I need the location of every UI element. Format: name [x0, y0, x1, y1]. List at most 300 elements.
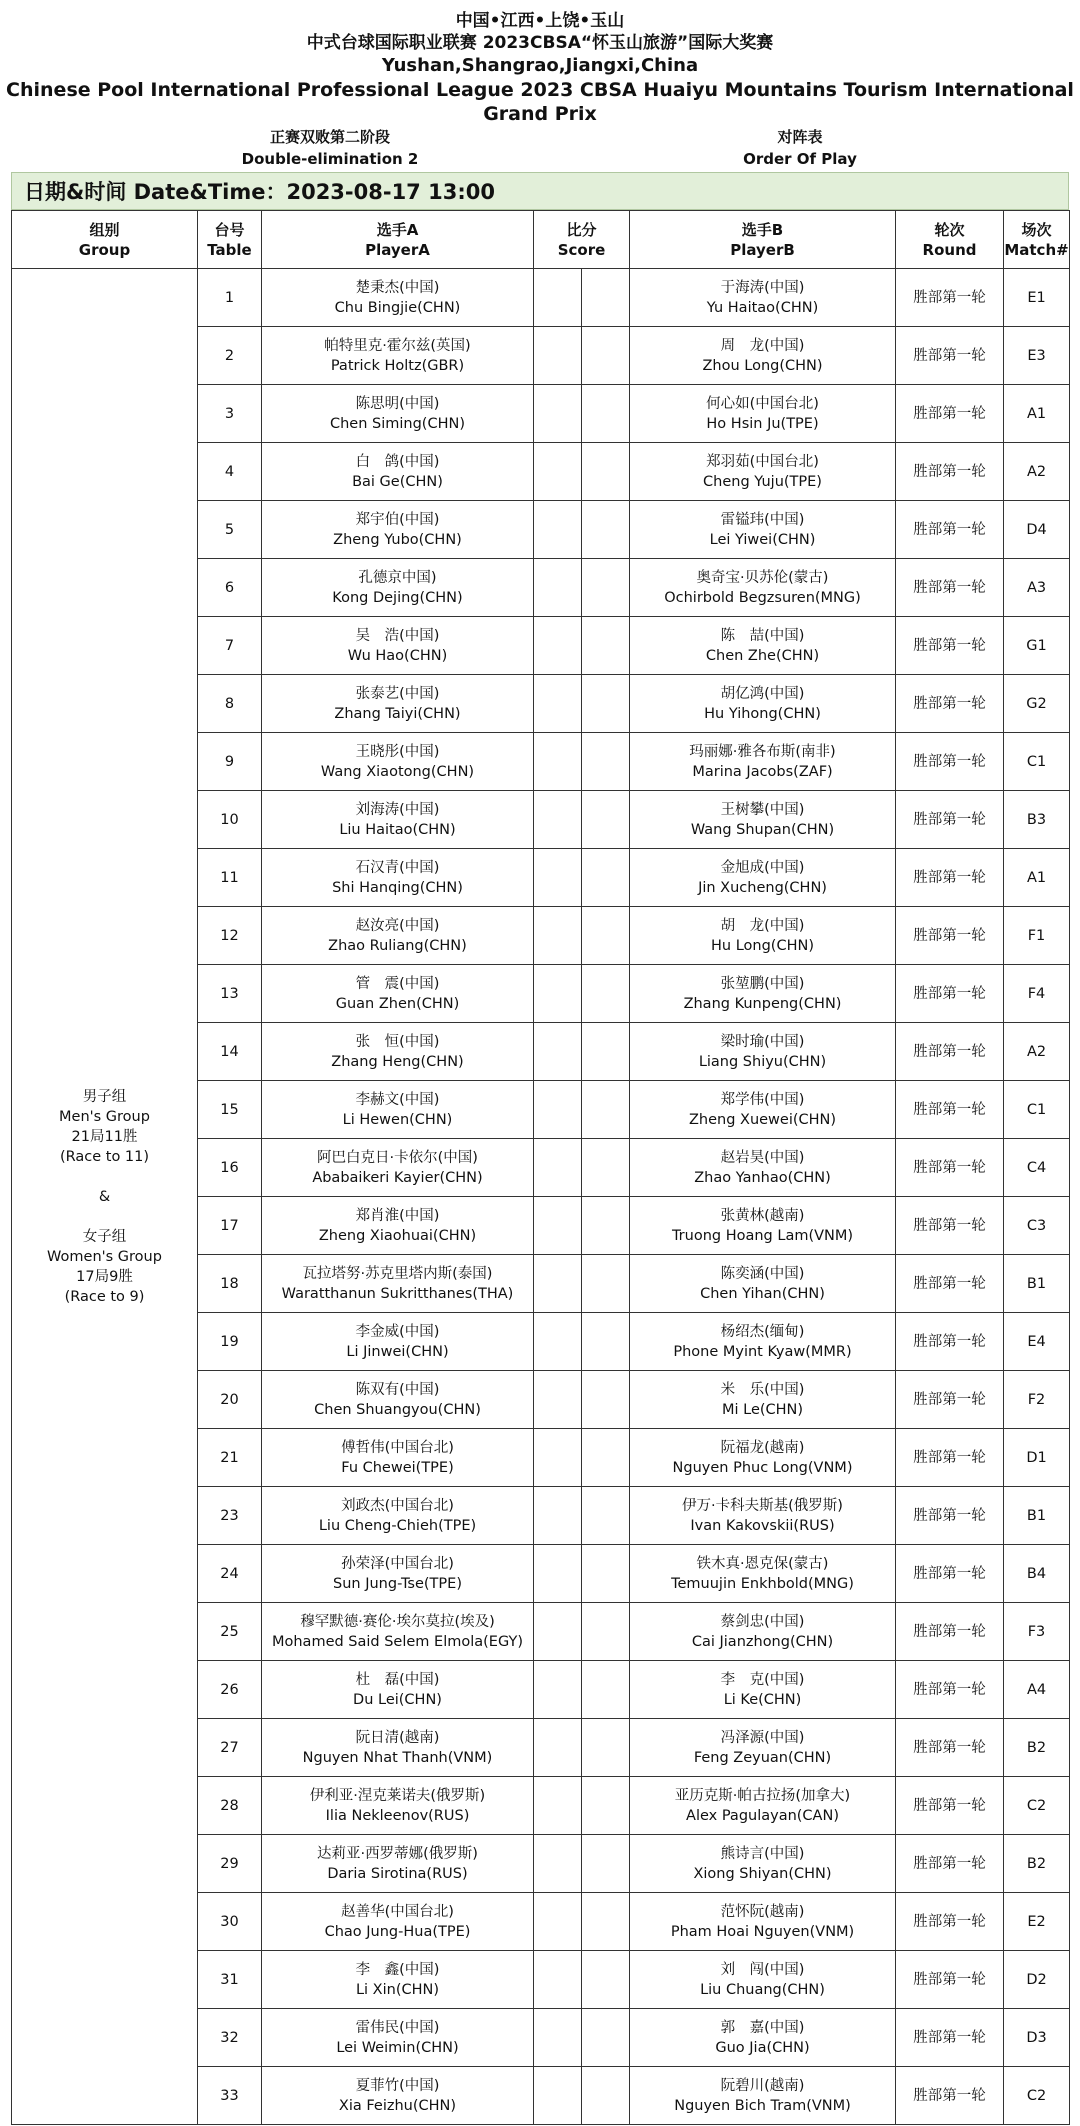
player-a-cell [262, 559, 534, 617]
player-a-cn: 刘政杰(中国台北) [341, 1497, 454, 1514]
col-score: 比分 Score [534, 211, 630, 269]
player-a-cn: 张 恒(中国) [355, 1033, 440, 1050]
match-cell: D1 [1004, 1429, 1070, 1487]
header-location-en: Yushan,Shangrao,Jiangxi,China [381, 55, 699, 76]
player-b-cell [630, 1777, 896, 1835]
match-cell: A2 [1004, 1023, 1070, 1081]
round-cell: 胜部第一轮 [896, 1951, 1004, 2009]
player-b-cn: 何心如(中国台北) [706, 395, 819, 412]
round-cell: 胜部第一轮 [896, 1023, 1004, 1081]
table-number: 30 [198, 1893, 262, 1951]
player-b-cell [630, 1313, 896, 1371]
score-b [582, 559, 630, 617]
table-number: 18 [198, 1255, 262, 1313]
player-a-cell [262, 1835, 534, 1893]
player-b-cell [630, 1487, 896, 1545]
player-b-cell [630, 1835, 896, 1893]
table-number: 15 [198, 1081, 262, 1139]
score-b [582, 1023, 630, 1081]
table-row [12, 269, 1070, 327]
player-b-cn: 郑学伟(中国) [720, 1091, 805, 1108]
player-b-cn: 玛丽娜·雅各布斯(南非) [689, 743, 836, 760]
col-round: 轮次 Round [896, 211, 1004, 269]
score-a [534, 1429, 582, 1487]
player-b-cell [630, 1545, 896, 1603]
men-race-cn: 21局11胜 [71, 1128, 138, 1145]
player-b-en: Truong Hoang Lam(VNM) [671, 1227, 854, 1244]
player-b-en: Hu Long(CHN) [711, 937, 814, 954]
player-a-en: Chu Bingjie(CHN) [334, 299, 461, 316]
player-b-cn: 奥奇宝·贝苏伦(蒙古) [696, 569, 829, 586]
match-cell: F3 [1004, 1603, 1070, 1661]
player-b-en: Chen Zhe(CHN) [705, 647, 820, 664]
table-number: 33 [198, 2067, 262, 2125]
score-b [582, 501, 630, 559]
player-a-cn: 楚秉杰(中国) [355, 279, 440, 296]
player-a-en: Zheng Xiaohuai(CHN) [318, 1227, 477, 1244]
player-a-cell [262, 733, 534, 791]
player-b-en: Chen Yihan(CHN) [700, 1285, 825, 1302]
round-cell: 胜部第一轮 [896, 1603, 1004, 1661]
order-label-en: Order Of Play [743, 150, 857, 168]
score-a [534, 1719, 582, 1777]
match-cell: G2 [1004, 675, 1070, 733]
player-b-cell [630, 1951, 896, 2009]
player-a-en: Zhang Taiyi(CHN) [334, 705, 461, 722]
score-b [582, 1313, 630, 1371]
round-cell: 胜部第一轮 [896, 1197, 1004, 1255]
player-a-cn: 李 鑫(中国) [355, 1961, 440, 1978]
player-b-cn: 于海涛(中国) [720, 279, 805, 296]
table-number: 10 [198, 791, 262, 849]
player-a-cn: 杜 磊(中国) [355, 1671, 440, 1688]
player-b-cell [630, 501, 896, 559]
player-a-en: Chen Siming(CHN) [329, 415, 465, 432]
score-a [534, 733, 582, 791]
player-a-cell [262, 965, 534, 1023]
round-cell: 胜部第一轮 [896, 733, 1004, 791]
score-a [534, 1255, 582, 1313]
player-b-cell [630, 1893, 896, 1951]
player-a-cell [262, 1603, 534, 1661]
table-number: 1 [198, 269, 262, 327]
match-cell: D3 [1004, 2009, 1070, 2067]
score-a [534, 1661, 582, 1719]
player-b-cell [630, 1603, 896, 1661]
col-player-b: 选手B PlayerB [630, 211, 896, 269]
score-b [582, 1545, 630, 1603]
player-a-cell [262, 1023, 534, 1081]
match-cell: A3 [1004, 559, 1070, 617]
player-a-cell [262, 617, 534, 675]
score-b [582, 1719, 630, 1777]
player-b-cn: 郑羽茹(中国台北) [706, 453, 819, 470]
player-a-en: Zhao Ruliang(CHN) [328, 937, 467, 954]
header-location-cn: 中国•江西•上饶•玉山 [455, 11, 625, 31]
player-b-cn: 阮碧川(越南) [720, 2077, 805, 2094]
score-a [534, 559, 582, 617]
player-b-cn: 李 克(中国) [720, 1671, 805, 1688]
score-b [582, 1255, 630, 1313]
table-header-row [12, 211, 1070, 269]
player-b-cn: 张黄林(越南) [720, 1207, 805, 1224]
player-b-cn: 米 乐(中国) [720, 1381, 805, 1398]
men-group-cn: 男子组 [82, 1088, 127, 1105]
player-a-cn: 郑肖淮(中国) [355, 1207, 440, 1224]
score-b [582, 733, 630, 791]
score-b [582, 385, 630, 443]
player-b-en: Nguyen Bich Tram(VNM) [674, 2097, 851, 2114]
player-a-cn: 李赫文(中国) [355, 1091, 440, 1108]
score-a [534, 2009, 582, 2067]
player-b-en: Zhang Kunpeng(CHN) [683, 995, 842, 1012]
score-a [534, 1023, 582, 1081]
player-a-cell [262, 385, 534, 443]
match-cell: C2 [1004, 2067, 1070, 2125]
player-a-en: Patrick Holtz(GBR) [330, 357, 465, 374]
player-a-cn: 雷伟民(中国) [355, 2019, 440, 2036]
header-event-cn: 中式台球国际职业联赛 2023CBSA“怀玉山旅游”国际大奖赛 [306, 33, 774, 53]
round-cell: 胜部第一轮 [896, 1429, 1004, 1487]
round-cell: 胜部第一轮 [896, 1835, 1004, 1893]
round-cell: 胜部第一轮 [896, 1719, 1004, 1777]
score-a [534, 907, 582, 965]
score-b [582, 1893, 630, 1951]
col-table: 台号 Table [198, 211, 262, 269]
stage-label [200, 126, 460, 170]
score-b [582, 1777, 630, 1835]
match-cell: D4 [1004, 501, 1070, 559]
player-a-cn: 张泰艺(中国) [355, 685, 440, 702]
score-b [582, 965, 630, 1023]
player-a-en: Liu Haitao(CHN) [339, 821, 456, 838]
player-b-cn: 周 龙(中国) [720, 337, 805, 354]
col-player-a: 选手A PlayerA [262, 211, 534, 269]
player-b-en: Cheng Yuju(TPE) [703, 473, 822, 490]
score-b [582, 791, 630, 849]
col-group: 组别 Group [12, 211, 198, 269]
match-cell: F2 [1004, 1371, 1070, 1429]
group-cell [12, 269, 198, 2125]
player-b-en: Zheng Xuewei(CHN) [688, 1111, 837, 1128]
player-a-cell [262, 1951, 534, 2009]
score-a [534, 675, 582, 733]
table-number: 8 [198, 675, 262, 733]
player-b-en: Ivan Kakovskii(RUS) [690, 1517, 835, 1534]
score-b [582, 849, 630, 907]
player-a-cell [262, 2067, 534, 2125]
score-a [534, 1777, 582, 1835]
player-a-en: Sun Jung-Tse(TPE) [333, 1575, 462, 1592]
table-number: 19 [198, 1313, 262, 1371]
player-b-en: Wang Shupan(CHN) [690, 821, 835, 838]
round-cell: 胜部第一轮 [896, 1313, 1004, 1371]
women-race-cn: 17局9胜 [76, 1268, 133, 1285]
round-cell: 胜部第一轮 [896, 327, 1004, 385]
group-amp: & [98, 1188, 111, 1205]
player-b-cell [630, 1081, 896, 1139]
player-b-en: Alex Pagulayan(CAN) [686, 1807, 839, 1824]
player-a-cn: 陈双有(中国) [355, 1381, 440, 1398]
score-b [582, 1835, 630, 1893]
round-cell: 胜部第一轮 [896, 269, 1004, 327]
player-a-cell [262, 269, 534, 327]
player-a-cn: 李金威(中国) [355, 1323, 440, 1340]
player-b-cn: 杨绍杰(缅甸) [720, 1323, 805, 1340]
player-b-cell [630, 327, 896, 385]
player-a-en: Li Xin(CHN) [355, 1981, 440, 1998]
player-a-cell [262, 1255, 534, 1313]
player-a-en: Guan Zhen(CHN) [335, 995, 460, 1012]
women-group-cn: 女子组 [82, 1228, 127, 1245]
score-b [582, 1603, 630, 1661]
round-cell: 胜部第一轮 [896, 385, 1004, 443]
score-b [582, 1661, 630, 1719]
table-number: 9 [198, 733, 262, 791]
player-b-cn: 伊万·卡科夫斯基(俄罗斯) [682, 1497, 843, 1514]
player-a-cn: 石汉青(中国) [355, 859, 440, 876]
player-b-cn: 胡 龙(中国) [720, 917, 805, 934]
table-number: 13 [198, 965, 262, 1023]
score-a [534, 1603, 582, 1661]
player-a-cn: 刘海涛(中国) [355, 801, 440, 818]
player-a-cn: 阮日清(越南) [355, 1729, 440, 1746]
round-cell: 胜部第一轮 [896, 1139, 1004, 1197]
player-b-cn: 陈奕涵(中国) [720, 1265, 805, 1282]
stage-label-en: Double-elimination 2 [241, 150, 419, 168]
round-cell: 胜部第一轮 [896, 1487, 1004, 1545]
player-a-en: Li Jinwei(CHN) [346, 1343, 449, 1360]
player-a-cell [262, 327, 534, 385]
table-number: 6 [198, 559, 262, 617]
player-b-en: Marina Jacobs(ZAF) [692, 763, 833, 780]
round-cell: 胜部第一轮 [896, 617, 1004, 675]
player-b-cell [630, 617, 896, 675]
table-number: 4 [198, 443, 262, 501]
player-a-cell [262, 1777, 534, 1835]
player-a-cell [262, 1371, 534, 1429]
player-a-en: Zheng Yubo(CHN) [333, 531, 462, 548]
table-number: 26 [198, 1661, 262, 1719]
player-b-en: Mi Le(CHN) [721, 1401, 804, 1418]
player-b-en: Zhou Long(CHN) [702, 357, 823, 374]
player-a-en: Waratthanun Sukritthanes(THA) [281, 1285, 514, 1302]
round-cell: 胜部第一轮 [896, 1081, 1004, 1139]
round-cell: 胜部第一轮 [896, 2009, 1004, 2067]
score-b [582, 2067, 630, 2125]
score-a [534, 501, 582, 559]
player-b-cn: 阮福龙(越南) [720, 1439, 805, 1456]
match-cell: E2 [1004, 1893, 1070, 1951]
table-number: 7 [198, 617, 262, 675]
player-a-cell [262, 1429, 534, 1487]
match-cell: B1 [1004, 1255, 1070, 1313]
player-b-cell [630, 2009, 896, 2067]
round-cell: 胜部第一轮 [896, 1371, 1004, 1429]
table-number: 23 [198, 1487, 262, 1545]
player-b-cell [630, 1023, 896, 1081]
player-a-cell [262, 1893, 534, 1951]
player-b-cn: 梁时瑜(中国) [720, 1033, 805, 1050]
table-number: 5 [198, 501, 262, 559]
player-b-en: Guo Jia(CHN) [715, 2039, 810, 2056]
player-b-cell [630, 1429, 896, 1487]
player-a-cn: 穆罕默德·赛伦·埃尔莫拉(埃及) [300, 1613, 495, 1630]
table-number: 16 [198, 1139, 262, 1197]
player-b-cell [630, 965, 896, 1023]
score-b [582, 327, 630, 385]
table-number: 27 [198, 1719, 262, 1777]
match-cell: B3 [1004, 791, 1070, 849]
player-a-cn: 傅哲伟(中国台北) [341, 1439, 454, 1456]
player-b-en: Ho Hsin Ju(TPE) [706, 415, 819, 432]
player-b-cell [630, 675, 896, 733]
stage-subheader [0, 126, 1080, 172]
player-a-cn: 陈思明(中国) [355, 395, 440, 412]
score-b [582, 1081, 630, 1139]
score-a [534, 1951, 582, 2009]
order-label [700, 126, 900, 170]
match-cell: A2 [1004, 443, 1070, 501]
table-number: 28 [198, 1777, 262, 1835]
score-b [582, 1197, 630, 1255]
table-number: 17 [198, 1197, 262, 1255]
player-b-cell [630, 2067, 896, 2125]
score-b [582, 675, 630, 733]
player-a-cell [262, 1719, 534, 1777]
score-a [534, 965, 582, 1023]
player-a-en: Li Hewen(CHN) [342, 1111, 453, 1128]
score-a [534, 2067, 582, 2125]
player-a-cell [262, 1661, 534, 1719]
stage-label-cn: 正赛双败第二阶段 [269, 128, 390, 146]
score-a [534, 269, 582, 327]
match-cell: B4 [1004, 1545, 1070, 1603]
player-b-cn: 胡亿鸿(中国) [720, 685, 805, 702]
score-b [582, 1487, 630, 1545]
player-a-cn: 白 鸽(中国) [355, 453, 440, 470]
table-number: 11 [198, 849, 262, 907]
player-a-cn: 达莉亚·西罗蒂娜(俄罗斯) [317, 1845, 478, 1862]
player-a-cell [262, 443, 534, 501]
player-b-en: Liang Shiyu(CHN) [698, 1053, 827, 1070]
player-a-cn: 孔德京中国) [358, 569, 437, 586]
player-b-cn: 陈 喆(中国) [720, 627, 805, 644]
player-b-cn: 张堃鹏(中国) [720, 975, 805, 992]
player-a-en: Lei Weimin(CHN) [336, 2039, 459, 2056]
round-cell: 胜部第一轮 [896, 1545, 1004, 1603]
round-cell: 胜部第一轮 [896, 559, 1004, 617]
men-group-en: Men's Group [59, 1108, 150, 1125]
player-b-cell [630, 849, 896, 907]
col-match: 场次 Match# [1004, 211, 1070, 269]
table-number: 29 [198, 1835, 262, 1893]
player-a-cell [262, 1139, 534, 1197]
score-a [534, 1081, 582, 1139]
player-a-cn: 赵汝亮(中国) [355, 917, 440, 934]
player-b-en: Hu Yihong(CHN) [704, 705, 821, 722]
player-b-cn: 赵岩昊(中国) [720, 1149, 805, 1166]
player-a-cell [262, 1487, 534, 1545]
player-a-cell [262, 1545, 534, 1603]
player-a-cell [262, 907, 534, 965]
player-a-cell [262, 849, 534, 907]
player-a-cn: 赵善华(中国台北) [341, 1903, 454, 1920]
player-b-en: Cai Jianzhong(CHN) [691, 1633, 834, 1650]
round-cell: 胜部第一轮 [896, 791, 1004, 849]
player-b-cell [630, 907, 896, 965]
table-number: 32 [198, 2009, 262, 2067]
player-a-en: Zhang Heng(CHN) [331, 1053, 464, 1070]
round-cell: 胜部第一轮 [896, 1893, 1004, 1951]
score-b [582, 443, 630, 501]
player-b-cell [630, 1719, 896, 1777]
player-a-en: Fu Chewei(TPE) [341, 1459, 454, 1476]
player-b-cell [630, 443, 896, 501]
player-b-cell [630, 791, 896, 849]
player-a-cn: 阿巴白克日·卡依尔(中国) [317, 1149, 478, 1166]
player-b-en: Nguyen Phuc Long(VNM) [672, 1459, 853, 1476]
player-a-cell [262, 791, 534, 849]
player-a-cn: 瓦拉塔努·苏克里塔内斯(泰国) [302, 1265, 493, 1282]
player-b-cell [630, 1197, 896, 1255]
player-a-en: Ilia Nekleenov(RUS) [325, 1807, 470, 1824]
match-cell: B1 [1004, 1487, 1070, 1545]
table-number: 25 [198, 1603, 262, 1661]
player-b-en: Phone Myint Kyaw(MMR) [673, 1343, 852, 1360]
match-cell: E1 [1004, 269, 1070, 327]
round-cell: 胜部第一轮 [896, 2067, 1004, 2125]
score-a [534, 617, 582, 675]
score-b [582, 907, 630, 965]
player-b-en: Ochirbold Begzsuren(MNG) [664, 589, 861, 606]
round-cell: 胜部第一轮 [896, 849, 1004, 907]
player-b-cell [630, 559, 896, 617]
player-b-cn: 刘 闯(中国) [720, 1961, 805, 1978]
player-b-cn: 王树攀(中国) [720, 801, 805, 818]
score-b [582, 1371, 630, 1429]
round-cell: 胜部第一轮 [896, 443, 1004, 501]
player-a-en: Shi Hanqing(CHN) [332, 879, 463, 896]
player-b-en: Xiong Shiyan(CHN) [693, 1865, 832, 1882]
header-event-en: Chinese Pool International Professional League 2023 CBSA Huaiyu Mountains Tourism International Grand Prix [6, 79, 1074, 125]
score-a [534, 791, 582, 849]
player-b-en: Feng Zeyuan(CHN) [693, 1749, 832, 1766]
match-cell: C1 [1004, 733, 1070, 791]
player-b-en: Lei Yiwei(CHN) [709, 531, 816, 548]
score-a [534, 385, 582, 443]
table-number: 31 [198, 1951, 262, 2009]
round-cell: 胜部第一轮 [896, 675, 1004, 733]
player-a-en: Bai Ge(CHN) [352, 473, 443, 490]
player-b-cn: 铁木真·恩克保(蒙古) [696, 1555, 829, 1572]
round-cell: 胜部第一轮 [896, 907, 1004, 965]
match-cell: C1 [1004, 1081, 1070, 1139]
document-header [0, 0, 1080, 126]
player-a-cell [262, 2009, 534, 2067]
player-a-cn: 郑宇伯(中国) [355, 511, 440, 528]
player-b-cell [630, 1255, 896, 1313]
score-b [582, 617, 630, 675]
player-a-cn: 管 震(中国) [355, 975, 440, 992]
match-cell: B2 [1004, 1719, 1070, 1777]
score-a [534, 849, 582, 907]
round-cell: 胜部第一轮 [896, 1661, 1004, 1719]
round-cell: 胜部第一轮 [896, 1777, 1004, 1835]
player-b-cn: 郭 嘉(中国) [720, 2019, 805, 2036]
match-cell: A1 [1004, 385, 1070, 443]
player-b-en: Jin Xucheng(CHN) [698, 879, 827, 896]
